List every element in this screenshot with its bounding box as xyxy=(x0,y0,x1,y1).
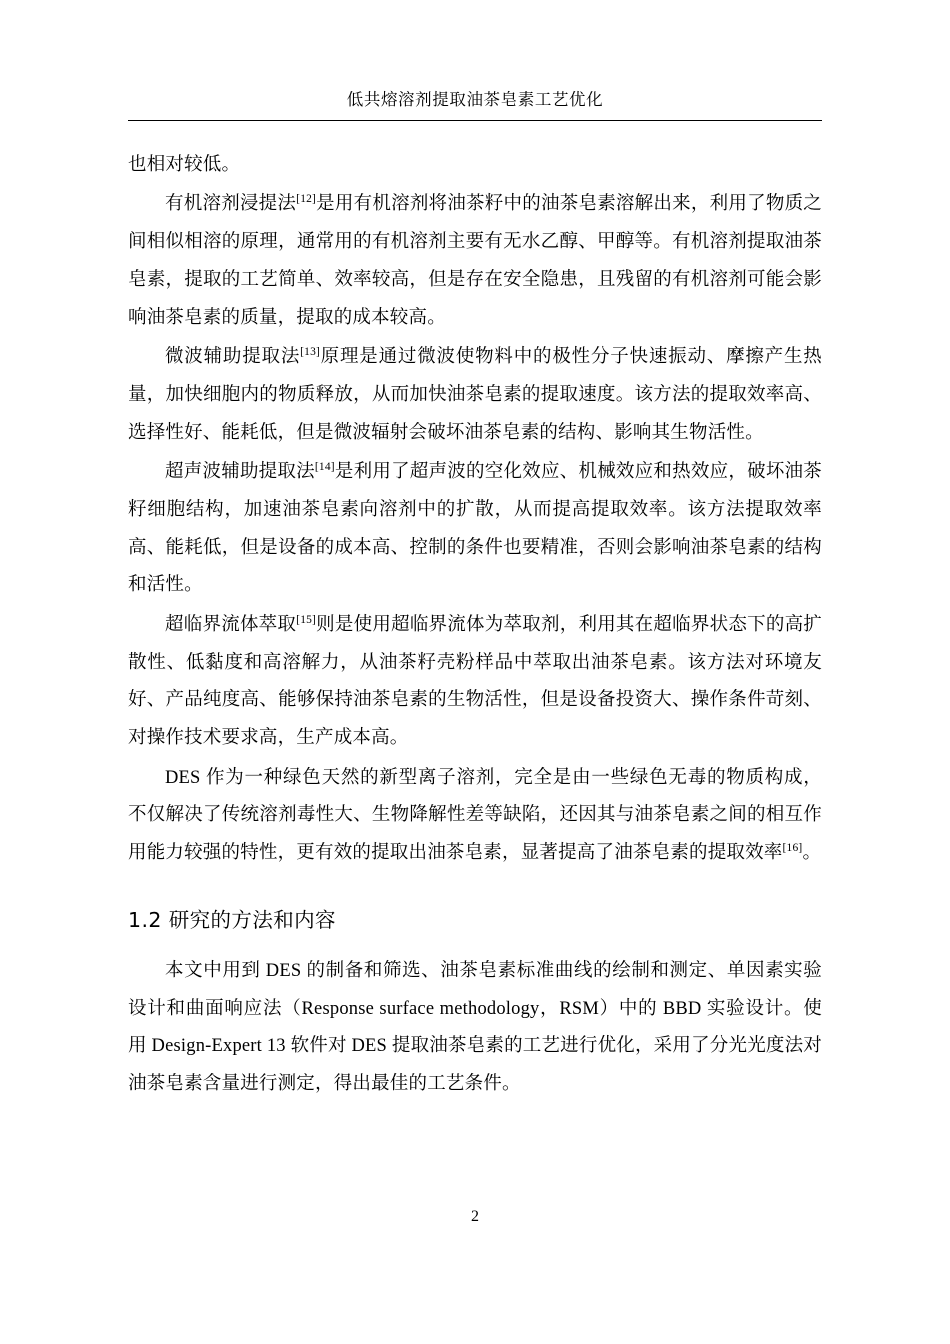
paragraph-1 xyxy=(128,186,822,337)
citation-12: [12] xyxy=(296,193,317,206)
paragraph-5-text-a: DES xyxy=(165,767,206,788)
header-divider xyxy=(128,120,822,121)
paragraph-3 xyxy=(128,454,822,605)
citation-15: [15] xyxy=(296,613,317,626)
citation-14: [14] xyxy=(314,461,335,473)
section-paragraph: 本文中用到 DES 的制备和筛选、油茶皂素标准曲线的绘制和测定、单因素实验设计和曲面响应法（Response surface methodology，RSM）中的 BBD 实验设计。使用 Design-Expert 13 软件对 DES 提取油茶皂素的工艺进行优化，采用了分光光度法对油茶皂素含量进行测定，得出最佳的工艺条件。 xyxy=(128,960,822,1095)
paragraph-2-text-b: 原理是通过微波使物料中的极性分子快速振动、摩擦产生热量，加快细胞内的物质释放，从而加快油茶皂素的提取速度。该方法的提取效率高、选择性好、能耗低，但是微波辐射会破坏油茶皂素的结构、影响其生物活性。 xyxy=(128,347,822,443)
paragraph-1-text-a: 有机溶剂浸提法 xyxy=(165,194,297,215)
running-header: 低共熔溶剂提取油茶皂素工艺优化 xyxy=(346,90,604,109)
paragraph-4 xyxy=(128,607,822,758)
paragraph-5-text-c: 。 xyxy=(802,843,822,864)
paragraph-2 xyxy=(128,339,822,452)
paragraph-4-text-b: 则是使用超临界流体为萃取剂，利用其在超临界状态下的高扩散性、低黏度和高溶解力，从油茶籽壳粉样品中萃取出油茶皂素。该方法对环境友好、产品纯度高、能够保持油茶皂素的生物活性，但是设备投资大、操作条件苛刻、对操作技术要求高，生产成本高。 xyxy=(128,614,823,749)
paragraph-5 xyxy=(128,760,822,873)
section-heading-1-2: 1.2 研究的方法和内容 xyxy=(128,907,336,932)
paragraph-2-text-a: 微波辅助提取法 xyxy=(165,347,301,368)
paragraph-3-text-b: 是利用了超声波的空化效应、机械效应和热效应，破坏油茶籽细胞结构，加速油茶皂素向溶剂中的扩散，从而提高提取效率。该方法提取效率高、能耗低，但是设备的成本高、控制的条件也要精准，否则会影响油茶皂素的结构和活性。 xyxy=(128,462,822,596)
paragraph-3-text-a: 超声波辅助提取法 xyxy=(165,462,315,483)
page-content xyxy=(128,88,822,1106)
citation-13: [13] xyxy=(300,345,321,358)
paragraph-4-text-a: 超临界流体萃取 xyxy=(165,614,297,635)
paragraph-1-text-b: 是用有机溶剂将油茶籽中的油茶皂素溶解出来，利用了物质之间相似相溶的原理，通常用的有机溶剂主要有无水乙醇、甲醇等。有机溶剂提取油茶皂素，提取的工艺简单、效率较高，但是存在安全隐患，且残留的有机溶剂可能会影响油茶皂素的质量，提取的成本较高。 xyxy=(128,194,823,328)
paragraph-5-text-b: 作为一种绿色天然的新型离子溶剂，完全是由一些绿色无毒的物质构成，不仅解决了传统溶剂毒性大、生物降解性差等缺陷，还因其与油茶皂素之间的相互作用能力较强的特性，更有效的提取出油茶皂素，显著提高了油茶皂素的提取效率 xyxy=(128,767,823,864)
paragraph-0: 也相对较低。 xyxy=(128,154,241,175)
page-number: 2 xyxy=(471,1208,479,1225)
citation-16: [16] xyxy=(782,842,803,855)
